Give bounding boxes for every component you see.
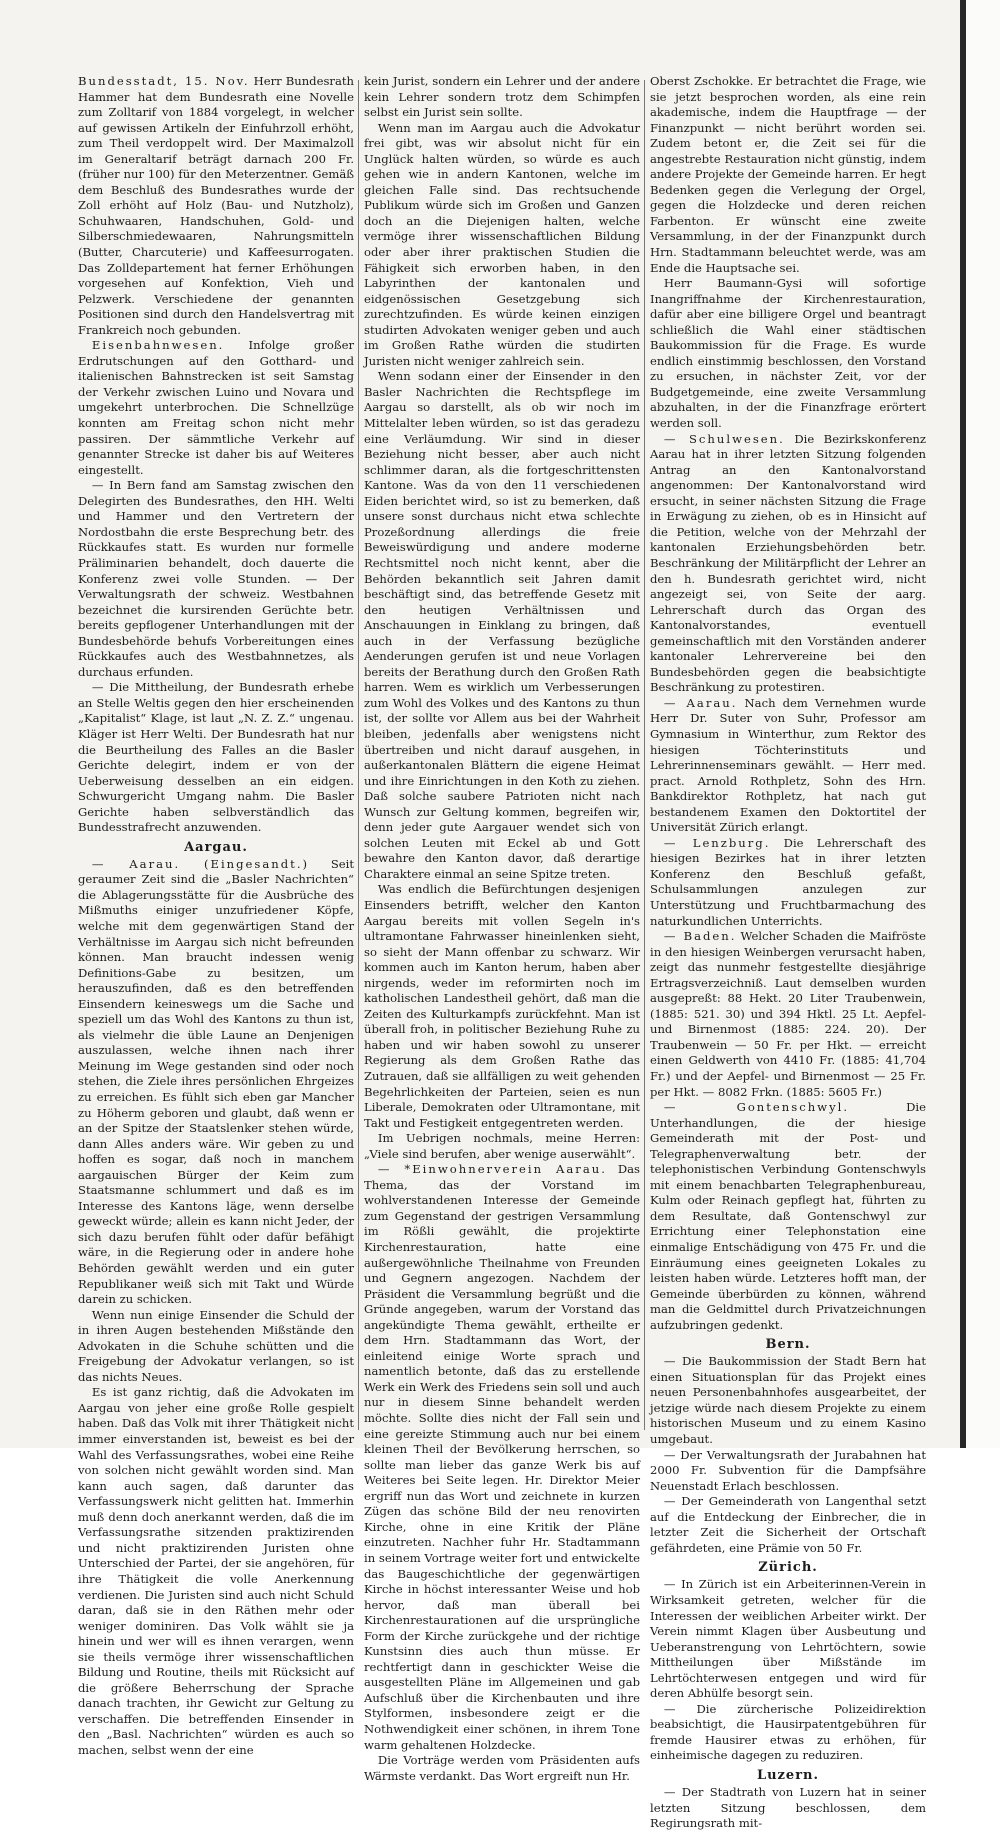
article-gontenschwyl: — Gontenschwyl. Die Unterhandlungen, die der hiesige Gemeinderath mit der Post- und Telegraphenverwaltung betr. der telephonistischen Verbindung Gontenschwyls mit einem benachbarten Telegraphenbureau, Kulm oder Reinach gepflegt hat, führten zu dem Resultate, daß Gontenschwyl zur Errichtung einer Telephonstation eine einmalige Entschädigung von 475 Fr. und die Einräumung eines geeigneten Lokales zu leisten haben würde. Letzteres hofft man, der Gemeinde überbürden zu können, während man die Geldmittel durch Privatzeichnungen aufzubringen gedenkt. bbox=[650, 1100, 926, 1332]
section-heading-luzern: Luzern. bbox=[756, 1767, 820, 1783]
column-1 bbox=[78, 74, 355, 1757]
article-schulwesen: — Schulwesen. Die Bezirkskonferenz Aarau hat in ihrer letzten Sitzung folgenden Antrag an den Kantonalvorstand angenommen: Der Kantonalvorstand wird ersucht, in seiner nächsten Sitzung die Frage in Erwägung zu ziehen, ob es in Hinsicht auf die Petition, welche von der Mehrzahl der kantonalen Erziehungsbehörden betr. Beschränkung der Militärpflicht der Lehrer an den h. Bundesrath gerichtet wird, nicht angezeigt sei, von Seite der aarg. Lehrerschaft durch das Organ des Kantonalvorstandes, eventuell gemeinschaftlich mit den Vorständen anderer kantonaler Lehrervereine bei den Bundesbehörden gegen die beabsichtigte Beschränkung zu protestiren. bbox=[650, 431, 927, 695]
paragraph: — Die Baukommission der Stadt Bern hat einen Situationsplan für das Projekt eines neuen Personenbahnhofes ausgearbeitet, der jetzige würde nach diesem Projekte zu einem historischen Museum und zu einem Kasino umgebaut. bbox=[650, 1354, 926, 1447]
paragraph: kein Jurist, sondern ein Lehrer und der andere kein Lehrer sondern trotz dem Schimpfen selbst ein Jurist sein sollte. bbox=[364, 74, 640, 120]
article-aarau-eingesandt: — Aarau. (Eingesandt.) Seit geraumer Zeit sind die „Basler Nachrichten“ die Ablagerungsstätte für die Ausbrüche des Mißmuths einiger unzufriedener Köpfe, welche mit dem gegenwärtigen Stand der Verhältnisse im Aargau sich nicht befreunden können. Man braucht indessen wenig Definitions-Gabe zu besitzen, um herauszufinden, daß es den betreffenden Einsendern keineswegs um die Sache und speziell um das Wohl des Kantons zu thun ist, als vielmehr die üble Laune an Denjenigen auszulassen, welche ihnen nach ihrer Meinung im Wege gestanden sind oder noch stehen, die Ziele ihres persönlichen Ehrgeizes zu erreichen. Es fühlt sich eben gar Mancher zu Höherm geboren und glaubt, daß wenn er an der Spitze der Staatslenker stehen würde, dann Alles anders wäre. Wir geben zu und hoffen es sogar, daß noch in manchem aargauischen Bürger der Keim zum Staatsmanne schlummert und daß es im Interesse des Kantons läge, wenn derselbe geweckt würde; allein es kann nicht Jeder, der sich dazu berufen fühlt oder dafür befähigt wäre, in die Regierung oder in andere hohe Behörden gewählt werden und ein guter Republikaner weiß sich mit Takt und Würde darein zu schicken. bbox=[78, 856, 355, 1307]
paragraph: — Der Stadtrath von Luzern hat in seiner letzten Sitzung beschlossen, dem Regirungsrath mit- bbox=[650, 1784, 926, 1831]
column-3 bbox=[650, 74, 927, 1831]
article-heading: — Aarau. (Eingesandt.) bbox=[91, 856, 310, 871]
paragraph: Wenn sodann einer der Einsender in den Basler Nachrichten die Rechtspflege im Aargau so darstellt, als ob wir noch im Mittelalter leben würden, so ist das geradezu eine Verläumdung. Wir sind in dieser Beziehung nicht besser, aber auch nicht schlimmer daran, als die fortgeschrittensten Kantone. Was da von den 11 verschiedenen Eiden berichtet wird, so ist zu bemerken, daß unsere sonst durchaus nicht etwa schlechte Prozeßordnung allerdings die freie Beweiswürdigung und andere moderne Rechtsmittel noch nicht kennt, aber die Behörden bekanntlich seit Jahren damit beschäftigt sind, das betreffende Gesetz mit den heutigen Verhältnissen und Anschauungen in Einklang zu bringen, daß auch in der Verfassung bezügliche Aenderungen gerufen ist und neue Vorlagen bereits der Berathung durch den Großen Rath harren. Wem es wirklich um Verbesserungen zum Wohl des Volkes und des Kantons zu thun ist, der sollte vor Allem aus bei der Wahrheit bleiben, jedenfalls aber wenigstens nicht übertreiben und nicht darauf ausgehen, in außerkantonalen Blättern die eigene Heimat und ihre Einrichtungen in den Koth zu ziehen. Daß solche saubere Patrioten nicht nach Wunsch zur Geltung kommen, begreifen wir, denn jeder gute Aargauer wendet sich von solchen Leuten mit Eckel ab und Gott bewahre den Kanton davor, daß derartige Charaktere einmal an seine Spitze treten. bbox=[364, 369, 640, 881]
paragraph: Im Uebrigen nochmals, meine Herren: „Viele sind berufen, aber wenige auserwählt“. bbox=[364, 1131, 640, 1161]
adjacent-page-margin bbox=[966, 0, 1000, 1448]
paragraph: Oberst Zschokke. Er betrachtet die Frage, wie sie jetzt besprochen worden, als eine rein akademische, indem die Hauptfrage — der Finanzpunkt — nicht berührt worden sei. Zudem betont er, die Zeit sei für die angestrebte Restauration nicht günstig, indem andere Projekte der Gemeinde harren. Er hegt Bedenken gegen die Verlegung der Orgel, gegen die Holzdecke und deren reichen Farbenton. Er wünscht eine zweite Versammlung, in der der Finanzpunkt durch Hrn. Stadtammann beleuchtet werde, was am Ende die Hauptsache sei. bbox=[650, 74, 926, 275]
paragraph: — Der Gemeinderath von Langenthal setzt auf die Entdeckung der Einbrecher, die in letzter Zeit die Sicherheit der Ortschaft gefährdeten, eine Prämie von 50 Fr. bbox=[650, 1494, 926, 1555]
article-lenzburg: — Lenzburg. Die Lehrerschaft des hiesigen Bezirkes hat in ihrer letzten Konferenz den Beschluß gefaßt, Schulsammlungen anzulegen zur Unterstützung und Fruchtbarmachung des naturkundlichen Unterrichts. bbox=[650, 835, 927, 928]
paragraph: Wenn nun einige Einsender die Schuld der in ihren Augen bestehenden Mißstände den Advokaten in die Schuhe schütten und die Freigebung der Advokatur verlangen, so ist das nichts Neues. bbox=[78, 1307, 354, 1384]
article-baden: — Baden. Welcher Schaden die Maifröste in den hiesigen Weinbergen verursacht haben, zeigt das nunmehr festgestellte diesjährige Ertragsverzeichniß. Laut demselben wurden ausgepreßt: 88 Hekt. 20 Liter Traubenwein, (1885: 521. 30) und 394 Hktl. 25 Lt. Aepfel- und Birnenmost (1885: 224. 20). Der Traubenwein — 50 Fr. per Hkt. — erreicht einen Geldwerth von 4410 Fr. (1885: 41,704 Fr.) und der Aepfel- und Birnenmost — 25 Fr. per Hkt. — 8082 Frkn. (1885: 5605 Fr.) bbox=[650, 929, 926, 1099]
article-zolltarif: Bundesstadt, 15. Nov. Herr Bundesrath Hammer hat dem Bundesrath eine Novelle zum Zolltarif von 1884 vorgelegt, in welcher auf gewissen Artikeln der Einfuhrzoll erhöht, zum Theil verdoppelt wird. Der Maximalzoll im Generaltarif beträgt darnach 200 Fr. (früher nur 100) für den Meterzentner. Gemäß dem Beschluß des Bundesrathes wurde der Zoll erhöht auf Holz (Bau- und Nutzholz), Schuhwaaren, Handschuhen, Gold- und Silberschmiedewaaren, Nahrungsmitteln (Butter, Charcuterie) und Kaffeesurrogaten. Das Zolldepartement hat ferner Erhöhungen vorgesehen auf Konfektion, Vieh und Pelzwerk. Verschiedene der genannten Positionen sind durch den Handelsvertrag mit Frankreich noch gebunden. bbox=[78, 74, 354, 337]
article-heading: — Lenzburg. bbox=[663, 835, 771, 850]
paragraph: Was endlich die Befürchtungen desjenigen Einsenders betrifft, welcher den Kanton Aargau bereits mit vollen Segeln in's ultramontane Fahrwasser hineinlenken sieht, so sieht der Mann offenbar zu schwarz. Wir kommen auch im Kanton herum, haben aber nirgends, weder im reformirten noch im katholischen Landestheil gehört, daß man die Zeiten des Kulturkampfs zurückfehnt. Man ist überall froh, in politischer Beziehung Ruhe zu haben und wir haben sowohl zu unserer Regierung als dem Großen Rathe das Zutrauen, daß sie allfälligen zu weit gehenden Begehrlichkeiten der Parteien, seien es nun Liberale, Demokraten oder Ultramontane, mit Takt und Festigkeit entgegentreten werden. bbox=[364, 882, 640, 1130]
article-einwohnerverein: — *Einwohnerverein Aarau. Das Thema, das der Vorstand im wohlverstandenen Interesse der Gemeinde zum Gegenstand der gestrigen Versammlung im Rößli gewählt, die projektirte Kirchenrestauration, hatte eine außergewöhnliche Theilnahme von Freunden und Gegnern angezogen. Nachdem der Präsident die Versammlung begrüßt und die Gründe angegeben, warum der Vorstand das angekündigte Thema gewählt, ertheilte er dem Hrn. Stadtammann das Wort, der einleitend einige Worte sprach und namentlich betonte, daß das zu erstellende Werk ein Werk des Friedens sein soll und auch nur in diesem Sinne behandelt werden möchte. Sollte dies nicht der Fall sein und eine gereizte Stimmung auch nur bei einem kleinen Theil der Bevölkerung herrschen, so sollte man lieber das ganze Werk bis auf Weiteres bei Seite legen. Hr. Direktor Meier ergriff nun das Wort und zeichnete in kurzen Zügen das schöne Bild der neu renovirten Kirche, ohne in eine Kritik der Pläne einzutreten. Nachher fuhr Hr. Stadtammann in seinem Vortrage weiter fort und entwickelte das Baugeschichtliche der gegenwärtigen Kirche in höchst interessanter Weise und hob hervor, daß man überall bei Kirchenrestaurationen auf die ursprüngliche Form der Kirche zurückgehe und der richtige Kunstsinn dies auch thun müsse. Er rechtfertigt dann in geschickter Weise die ausgestellten Pläne im Allgemeinen und gab Aufschluß über die Kirchenbauten und ihre Stylformen, insbesondere zeigt er die Nothwendigkeit einer schönen, in ihrem Tone warm gehaltenen Holzdecke. bbox=[364, 1162, 640, 1752]
section-heading-aargau: Aargau. bbox=[184, 839, 248, 855]
article-rueckkauf: — In Bern fand am Samstag zwischen den Delegirten des Bundesrathes, den HH. Welti und Hammer und den Vertretern der Nordostbahn die erste Besprechung betr. des Rückkaufes statt. Es wurden nur formelle Präliminarien behandelt, doch dauerte die Konferenz zwei volle Stunden. — Der Verwaltungsrath der schweiz. Westbahnen bezeichnet die kursirenden Gerüchte betr. bereits gepflogener Unterhandlungen mit der Bundesbehörde behufs Vorbereitungen eines Rückkaufes auch des Westbahnnetzes, als durchaus erfunden. bbox=[78, 478, 354, 679]
section-heading-zurich: Zürich. bbox=[758, 1560, 818, 1576]
article-heading: — Schulwesen. bbox=[663, 431, 785, 446]
section-heading-bern: Bern. bbox=[765, 1337, 811, 1353]
paragraph: Die Vorträge werden vom Präsidenten aufs Wärmste verdankt. Das Wort ergreift nun Hr. bbox=[364, 1753, 640, 1783]
article-kapitalist: — Die Mittheilung, der Bundesrath erhebe an Stelle Weltis gegen den hier erscheinenden „Kapitalist“ Klage, ist laut „N. Z. Z.“ ungenau. Kläger ist Herr Welti. Der Bundesrath hat nur die Beurtheilung des Falles an die Basler Gerichte delegirt, indem er von der Ueberweisung desselben an ein eidgen. Schwurgericht Umgang nahm. Die Basler Gerichte haben selbverständlich das Bundesstrafrecht anzuwenden. bbox=[78, 680, 354, 835]
article-heading: — Gontenschwyl. bbox=[663, 1100, 850, 1115]
article-heading: — Aarau. bbox=[663, 695, 738, 710]
article-heading: Eisenbahnwesen. bbox=[91, 338, 225, 353]
paragraph: Herr Baumann-Gysi will sofortige Inangriffnahme der Kirchenrestauration, dafür aber eine billigere Orgel und beantragt schließlich die Wahl einer städtischen Baukommission für die Frage. Es wurde endlich einstimmig beschlossen, den Vorstand zu ersuchen, in nächster Zeit, vor der Budgetgemeinde, eine zweite Versammlung abzuhalten, in der die Finanzfrage erörtert werden soll. bbox=[650, 276, 926, 431]
article-aarau: — Aarau. Nach dem Vernehmen wurde Herr Dr. Suter von Suhr, Professor am Gymnasium in Winterthur, zum Rektor des hiesigen Töchterinstituts und Lehrerinnenseminars gewählt. — Herr med. pract. Arnold Rothpletz, Sohn des Hrn. Bankdirektor Rothpletz, hat nach gut bestandenem Examen den Doktortitel der Universität Zürich erlangt. bbox=[650, 695, 927, 835]
article-eisenbahnwesen: Eisenbahnwesen. Infolge großer Erdrutschungen auf den Gotthard- und italienischen Bahnstrecken ist seit Samstag der Verkehr zwischen Luino und Novara und umgekehrt unterbrochen. Die Schnellzüge konnten am Freitag schon nicht mehr passiren. Der sämmtliche Verkehr auf genannter Strecke ist daher bis auf Weiteres eingestellt. bbox=[78, 338, 354, 477]
paragraph: Es ist ganz richtig, daß die Advokaten im Aargau von jeher eine große Rolle gespielt haben. Daß das Volk mit ihrer Thätigkeit nicht immer einverstanden ist, beweist es bei der Wahl des Verfassungsrathes, wobei eine Reihe von solchen nicht gewählt worden sind. Man kann auch sagen, daß darunter das Verfassungswerk nicht gelitten hat. Immerhin muß denn doch anerkannt werden, daß die im Verfassungsrathe sitzenden praktizirenden und nicht praktizirenden Juristen ohne Unterschied der Partei, der sie angehören, für ihre Thätigkeit die volle Anerkennung verdienen. Die Juristen sind auch nicht Schuld daran, daß sie in den Räthen mehr oder weniger dominiren. Das Volk wählt sie ja hinein und wer will es ihnen verargen, wenn sie theils vermöge ihrer wissenschaftlichen Bildung und Routine, theils mit Rücksicht auf die größere Beherrschung der Sprache danach trachten, ihr Gewicht zur Geltung zu verschaffen. Die betreffenden Einsender in den „Basl. Nachrichten“ würden es auch so machen, selbst wenn der eine bbox=[78, 1385, 354, 1757]
paragraph: — In Zürich ist ein Arbeiterinnen-Verein in Wirksamkeit getreten, welcher für die Interessen der weiblichen Arbeiter wirkt. Der Verein nimmt Klagen über Ausbeutung und Ueberanstrengung von Lehrtöchtern, sowie Mittheilungen über Mißstände im Lehrtöchterwesen entgegen und wird für deren Abhülfe besorgt sein. bbox=[650, 1577, 926, 1701]
column-2 bbox=[364, 74, 640, 1783]
article-heading: — Baden. bbox=[663, 929, 737, 944]
paragraph: — Der Verwaltungsrath der Jurabahnen hat 2000 Fr. Subvention für die Dampfsähre Neuenstadt Erlach beschlossen. bbox=[650, 1447, 926, 1493]
dateline: Bundesstadt, 15. Nov. bbox=[78, 74, 250, 88]
article-heading: — *Einwohnerverein Aarau. bbox=[377, 1162, 607, 1177]
paragraph: Wenn man im Aargau auch die Advokatur frei gibt, was wir absolut nicht für ein Unglück halten würden, so würde es auch gehen wie in andern Kantonen, welche im gleichen Falle sind. Das rechtsuchende Publikum würde sich im Großen und Ganzen doch an die Diejenigen halten, welche vermöge ihrer wissenschaftlichen Bildung oder aber ihrer praktischen Studien die Fähigkeit sich erworben haben, in den Labyrinthen der kantonalen und eidgenössischen Gesetzgebung sich zurechtzufinden. Es würde keinen einzigen studirten Advokaten weniger geben und auch im Großen Rathe würden die studirten Juristen nicht weniger zahlreich sein. bbox=[364, 120, 640, 368]
paragraph: — Die zürcherische Polizeidirektion beabsichtigt, die Hausirpatentgebühren für fremde Hausirer etwas zu erhöhen, für einheimische dagegen zu reduziren. bbox=[650, 1701, 926, 1763]
text-columns bbox=[78, 74, 927, 1831]
